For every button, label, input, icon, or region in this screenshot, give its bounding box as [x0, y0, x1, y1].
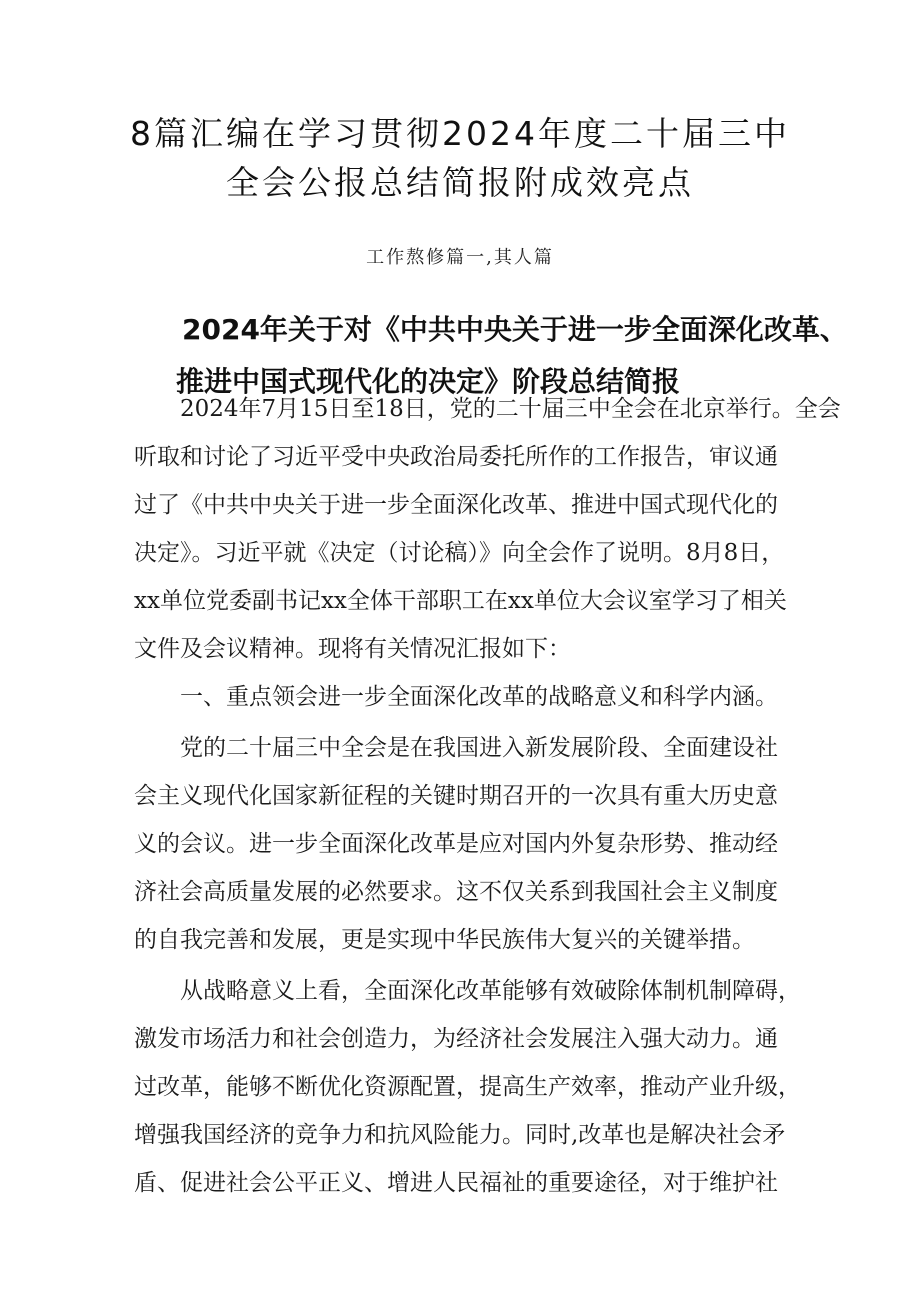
body-line: 济社会高质量发展的必然要求。这不仅关系到我国社会主义制度 [134, 879, 778, 905]
body-line: 听取和讨论了习近平受中央政治局委托所作的工作报告，审议通 [134, 444, 778, 470]
body-line: 盾、促进社会公平正义、增进人民福祉的重要途径，对于维护社 [134, 1170, 778, 1196]
body-line: xx单位党委副书记xx全体干部职工在xx单位大会议室学习了相关 [134, 588, 787, 614]
section-title-line-2: 推进中国式现代化的决定》阶段总结简报 [176, 365, 681, 399]
document-title-line-1: 8篇汇编在学习贯彻2024年度二十届三中 [130, 114, 790, 153]
body-line: 过了《中共中央关于进一步全面深化改革、推进中国式现代化的 [134, 492, 778, 518]
section-title-line-1: 2024年关于对《中共中央关于进一步全面深化改革、 [182, 313, 848, 347]
document-title-line-2: 全会公报总结简报附成效亮点 [226, 163, 694, 202]
body-line: 的自我完善和发展，更是实现中华民族伟大复兴的关键举措。 [134, 927, 755, 953]
section-heading-1: 一、重点领会进一步全面深化改革的战略意义和科学内涵。 [180, 684, 778, 710]
body-line: 义的会议。进一步全面深化改革是应对国内外复杂形势、推动经 [134, 831, 778, 857]
document-subtitle: 工作熬修篇一,其人篇 [366, 247, 554, 268]
body-line: 过改革，能够不断优化资源配置，提高生产效率，推动产业升级， [134, 1074, 801, 1100]
body-line: 激发市场活力和社会创造力，为经济社会发展注入强大动力。通 [134, 1026, 778, 1052]
body-line: 增强我国经济的竞争力和抗风险能力。同时,改革也是解决社会矛 [134, 1122, 786, 1148]
body-line: 2024年7月15日至18日，党的二十届三中全会在北京举行。全会 [180, 396, 841, 422]
body-line: 会主义现代化国家新征程的关键时期召开的一次具有重大历史意 [134, 783, 778, 809]
body-line: 决定》。习近平就《决定（讨论稿）》向全会作了说明。8月8日， [134, 540, 785, 566]
body-line: 从战略意义上看，全面深化改革能够有效破除体制机制障碍， [180, 978, 801, 1004]
body-line: 党的二十届三中全会是在我国进入新发展阶段、全面建设社 [180, 735, 778, 761]
body-line: 文件及会议精神。现将有关情况汇报如下： [134, 636, 571, 662]
